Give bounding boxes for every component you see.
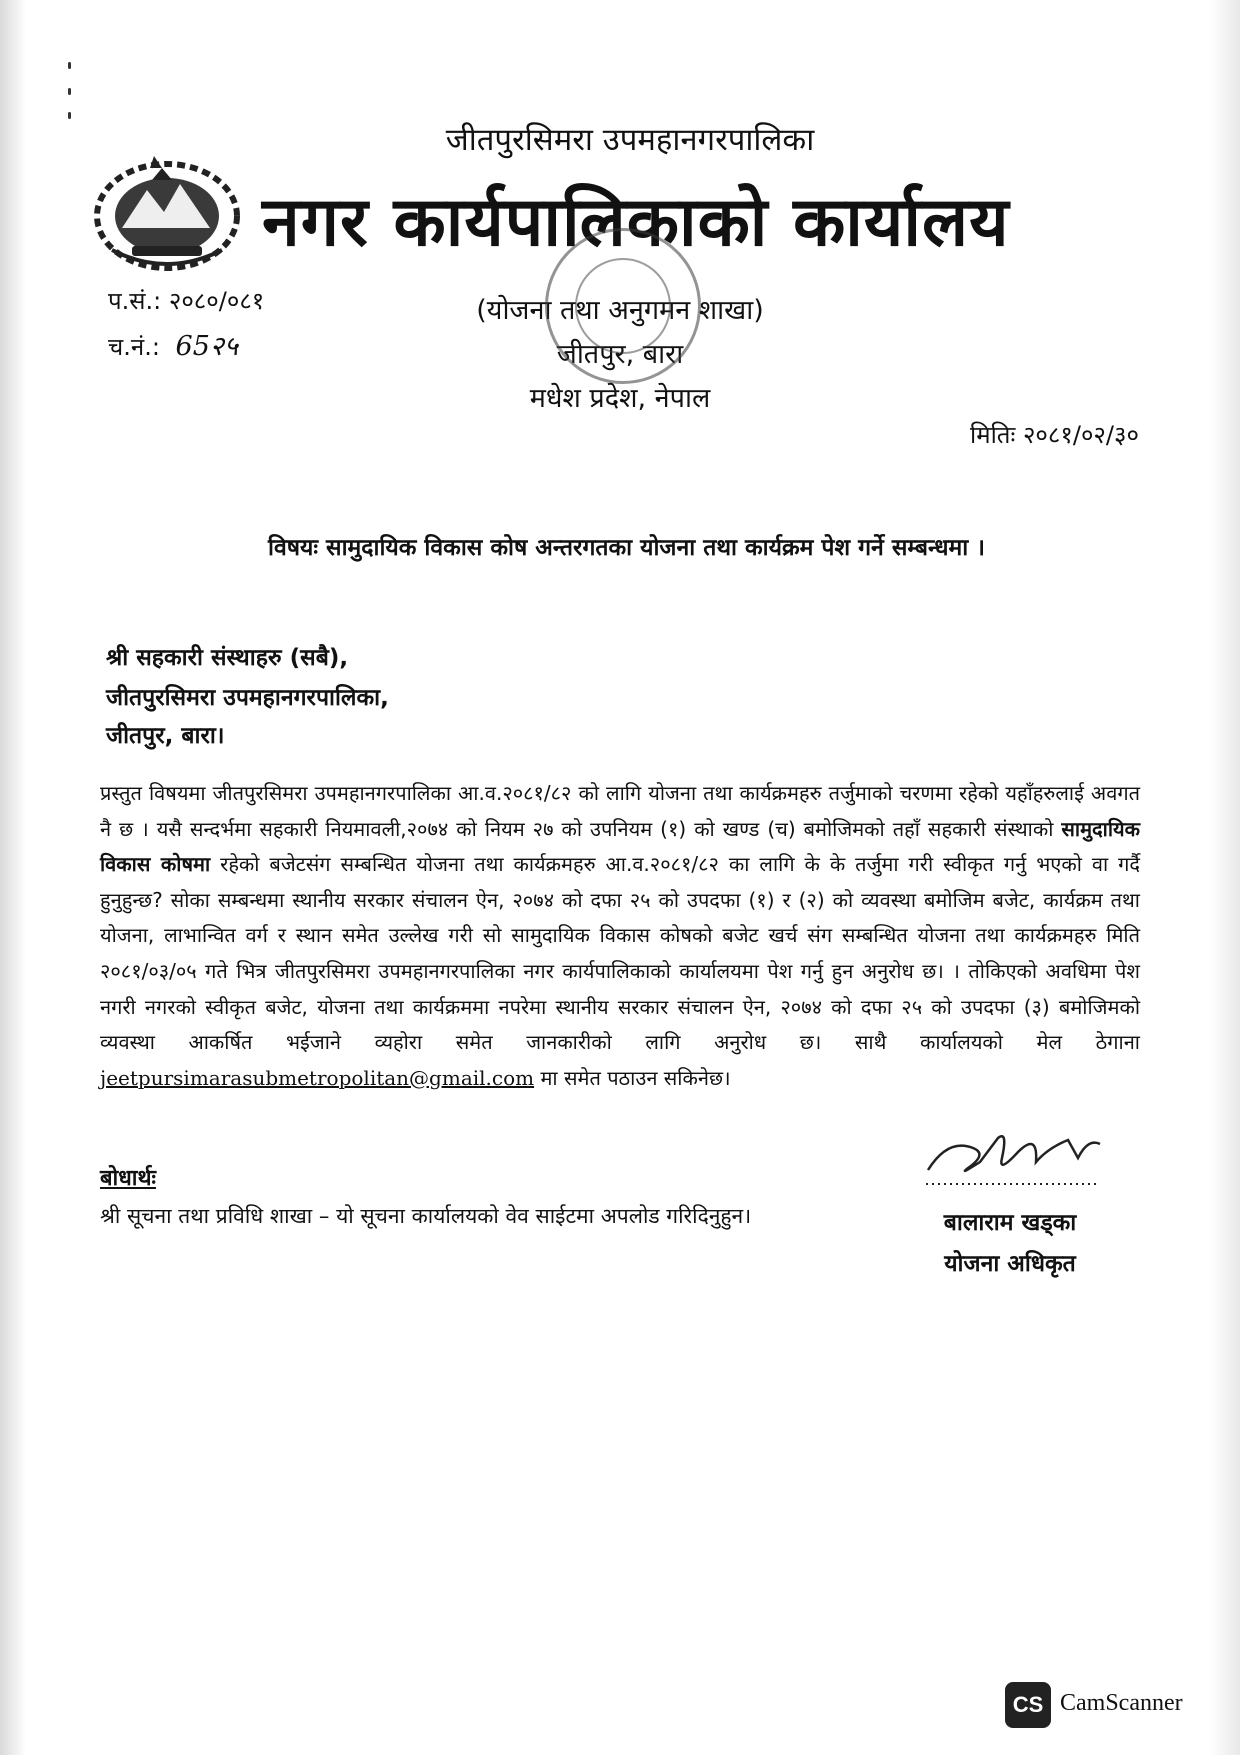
scan-right-edge <box>1210 0 1240 1755</box>
cn-label: च.नं.: <box>108 333 160 361</box>
location-line-2: मधेश प्रदेश, नेपाल <box>529 383 711 414</box>
signatory-title: योजना अधिकृत <box>944 1251 1076 1277</box>
cn-value: 65२५ <box>175 331 238 362</box>
ps-value: २०८०/०८१ <box>168 287 265 315</box>
camscanner-logo-icon: CS <box>1005 1682 1051 1728</box>
addressee-line-1: श्री सहकारी संस्थाहरु (सबै), <box>106 645 349 671</box>
location-line-1: जीतपुर, बारा <box>556 339 684 370</box>
addressee-line-3: जीतपुर, बारा। <box>106 723 225 749</box>
branch-name: (योजना तथा अनुगमन शाखा) <box>476 295 764 326</box>
body-part-1: प्रस्तुत विषयमा जीतपुरसिमरा उपमहानगरपालिका आ.व.२०८१/८२ को लागि योजना तथा कार्यक्रमहरु तर्जुमाको चरणमा रहेको यहाँहरुलाई अवगत नै छ । यसै सन्दर्भमा सहकारी नियमावली,२०७४ को नियम २७ को उपनियम (१) को खण्ड (च) बमोजिमको तहाँ सहकारी संस्थाको <box>100 781 1140 841</box>
body-part-2: रहेको बजेटसंग सम्बन्धित योजना तथा कार्यक्रमहरु आ.व.२०८१/८२ का लागि के के तर्जुमा गरी स्वीकृत गर्नु भएको वा गर्दै हुनुहुन्छ? सोका सम्बन्धमा स्थानीय सरकार संचालन ऐन, २०७४ को दफा २५ को उपदफा (१) र (२) को व्यवस्था बमोजिम बजेट, कार्यक्रम तथा योजना, लाभान्वित वर्ग र स्थान समेत उल्लेख गरी सो सामुदायिक विकास कोषको बजेट खर्च संग सम्बन्धित योजना तथा कार्यक्रमहरु मिति २०८१/०३/०५ गते भित्र जीतपुरसिमरा उपमहानगरपालिका नगर कार्यपालिकाको कार्यालयमा पेश गर्नु हुन अनुरोध छ। । तोकिएको अवधिमा पेश नगरी नगरको स्वीकृत बजेट, योजना तथा कार्यक्रममा नपरेमा स्थानीय सरकार संचालन ऐन, २०७४ को दफा २५ को उपदफा (३) बमोजिमको व्यवस्था आकर्षित भईजाने व्यहोरा समेत जानकारीको लागि अनुरोध छ। साथै कार्यालयको मेल ठेगाना <box>100 852 1140 1055</box>
edge-mark <box>68 62 71 69</box>
email-link[interactable]: jeetpursimarasubmetropolitan@gmail.com <box>100 1065 535 1090</box>
body-part-3: मा समेत पठाउन सकिनेछ। <box>534 1065 731 1090</box>
ps-label: प.सं.: <box>108 287 162 315</box>
office-title: नगर कार्यपालिकाको कार्यालय <box>262 183 1010 262</box>
nepal-emblem-icon <box>92 150 242 275</box>
office-stamp <box>545 228 701 384</box>
edge-mark <box>68 88 71 95</box>
signatory-name: बालाराम खड्का <box>943 1210 1077 1236</box>
letter-date: मितिः २०८१/०२/३० <box>970 421 1139 449</box>
edge-mark <box>68 112 71 119</box>
addressee-line-2: जीतपुरसिमरा उपमहानगरपालिका, <box>106 685 389 711</box>
scan-left-edge <box>0 0 26 1755</box>
signature-icon <box>918 1118 1118 1198</box>
camscanner-watermark: CamScanner <box>1060 1690 1183 1716</box>
body-bold: सामुदायिक विकास कोषमा <box>100 816 1140 877</box>
letter-body <box>100 776 1140 1096</box>
bodhartha-label: बोधार्थः <box>100 1166 156 1191</box>
ref-cn <box>108 326 238 363</box>
bodhartha-line: श्री सूचना तथा प्रविधि शाखा – यो सूचना कार्यालयको वेव साईटमा अपलोड गरिदिनुहुन। <box>100 1204 752 1228</box>
office-subtitle: जीतपुरसिमरा उपमहानगरपालिका <box>445 122 815 158</box>
letter-subject: विषयः सामुदायिक विकास कोष अन्तरगतका योजना तथा कार्यक्रम पेश गर्ने सम्बन्धमा । <box>268 535 985 561</box>
ref-ps <box>108 284 264 317</box>
